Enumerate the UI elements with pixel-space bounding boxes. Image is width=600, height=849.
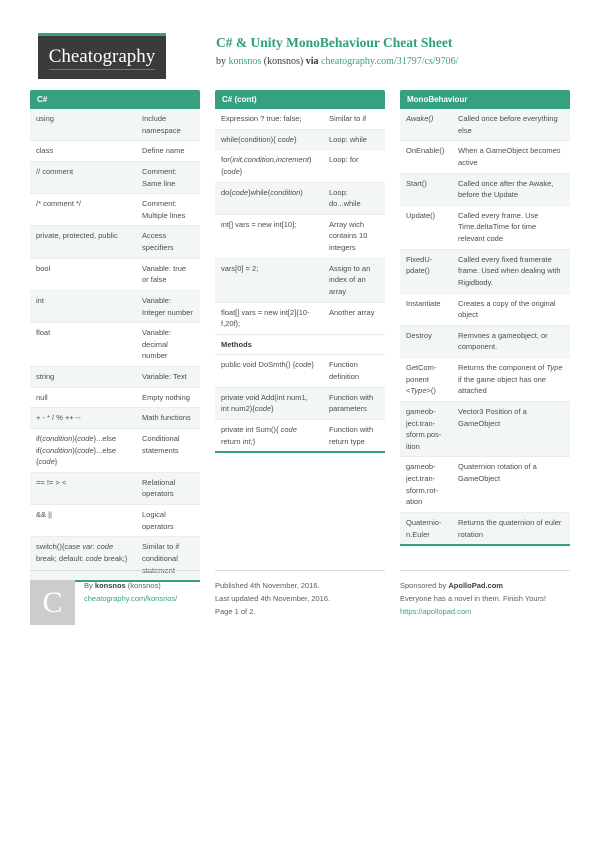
code-cell: if(condition){code}...else if(condition){code}...else {code} [36,433,117,467]
description-cell: Called every frame. Use Time.deltaTime for time relevant code [458,210,539,243]
panel-monobehaviour-title: MonoBehaviour [400,90,570,109]
panel-csharp-rows [30,109,200,580]
description-cell: Variable: true or false [142,263,187,285]
table-row [30,161,200,193]
page-number: Page 1 of 2. [215,606,256,616]
description-cell: Loop: do...while [329,187,361,209]
table-row [400,401,570,457]
code-cell: /* comment */ [36,199,82,209]
code-cell: GetCom-ponent <Type>() [406,363,437,396]
code-cell: int [36,295,44,305]
table-row [30,407,200,428]
description-cell: When a GameObject becomes active [458,146,561,167]
published-date: Published 4th November, 2016. [215,581,320,590]
byline-by: by [216,56,226,67]
footer-sponsor-column [400,570,570,625]
code-cell: while(condition){ code} [221,134,297,144]
description-cell: Assign to an index of an array [329,263,371,296]
description-cell: Empty nothing [142,392,190,402]
code-cell: && || [36,510,52,519]
table-row [30,140,200,161]
description-cell: Array wich contains 10 integers [329,219,368,252]
logo-text: Cheatography [49,46,156,70]
description-cell: Called once before everything else [458,114,558,135]
description-cell: Include namespace [142,114,181,135]
panel-columns [30,90,570,582]
code-cell: do{code}while(condition) [221,187,303,197]
code-cell: null [36,392,48,402]
sponsor-label: Sponsored by [400,581,447,590]
page-title: C# & Unity MonoBehaviour Cheat Sheet [216,35,453,50]
table-row [30,258,200,290]
code-cell: Awake() [406,114,434,123]
table-row [215,109,385,129]
description-cell: Creates a copy of the original object [458,298,556,320]
description-cell: Variable: Text [142,372,187,381]
table-row [30,290,200,322]
cheatography-logo[interactable] [38,33,166,79]
footer-meta-column [215,570,385,625]
table-row [400,205,570,249]
description-cell: Similar to if conditional statement [142,542,180,575]
table-row [215,258,385,302]
author-line [84,580,177,593]
author-link[interactable]: konsnos [228,56,262,67]
code-cell: + - * / % ++ -- [36,413,81,423]
code-cell: float[] vars = new int[2]{10-f,20f}; [221,307,310,329]
description-cell: Define name [142,146,185,156]
table-row [400,325,570,357]
code-cell: private, protected, public [36,231,118,241]
table-row [215,387,385,419]
code-cell: gameob-ject.tran-sform.rot-ation [406,462,439,507]
footer-author-column [30,570,200,625]
description-cell: Called every fixed framerate frame. Used when dealing with Rigidbody. [458,254,561,287]
code-cell: // comment [36,166,74,176]
code-cell: using [36,114,54,123]
table-row [400,456,570,512]
description-cell: Relational operators [142,477,176,499]
sheet-url-link[interactable]: cheatography.com/31797/cs/9706/ [321,56,459,67]
footer-author-alias: (konsnos) [127,581,161,590]
page-footer [30,570,570,625]
table-row [400,293,570,325]
description-cell: Variable: Integer number [142,295,193,317]
code-cell: bool [36,263,51,273]
byline-alias: (konsnos) [263,56,304,67]
panel-csharp-cont [215,90,385,453]
description-cell: Loop: for [329,155,359,165]
table-row [30,225,200,257]
sponsor-tagline: Everyone has a novel in them. Finish Yours! [400,593,546,603]
code-cell: Quaternio-n.Euler [406,517,442,539]
table-row [400,249,570,293]
code-cell: float [36,328,51,338]
panel-csharp-title: C# [30,90,200,109]
code-cell: public void DoSmth() {code} [221,360,314,370]
footer-by-label: By [84,581,93,590]
description-cell: Function with parameters [329,392,374,414]
code-cell: switch(){case var: code break; default: code break;} [36,542,128,563]
title-block [216,33,458,67]
description-cell: Access specifiers [142,231,174,252]
description-cell: Vector3 Position of a GameObject [458,406,527,428]
code-cell: Start() [406,178,427,188]
description-cell: Comment: Multiple lines [142,199,186,220]
description-cell: Math functions [142,413,191,423]
table-row [30,193,200,225]
description-cell: Comment: Same line [142,166,177,188]
description-cell: Similar to if [329,114,367,123]
footer-author-name: konsnos [94,581,126,590]
table-row [30,387,200,408]
page-header [38,33,458,79]
description-cell: Variable: decimal number [142,328,172,361]
description-cell: Loop: while [329,134,367,144]
table-row [400,140,570,172]
code-cell: OnEnable() [406,146,445,156]
table-row [215,302,385,334]
table-row [400,357,570,401]
code-cell: for(init,condition,increment) {code} [221,155,312,176]
code-cell: Expression ? true: false; [221,114,302,123]
table-row [400,512,570,544]
table-row [215,419,385,451]
panel-monobehaviour [400,90,570,546]
byline-via: via [305,56,319,67]
table-row [30,428,200,472]
sponsor-line [400,580,570,593]
code-cell: gameob-ject.tran-sform.pos-ition [406,406,442,451]
author-profile-link[interactable]: cheatography.com/konsnos/ [84,593,178,603]
byline [216,56,458,67]
table-row [215,149,385,181]
table-row [30,366,200,387]
table-row [30,472,200,504]
updated-date: Last updated 4th November, 2016. [215,593,331,603]
description-cell: Returns the quaternion of euler rotation [458,517,562,539]
table-row [30,504,200,536]
table-row [215,354,385,386]
description-cell: Returns the component of Type if the game object has one attached [458,363,563,396]
code-cell: Instantiate [406,298,441,308]
description-cell: Called once after the Awake, before the Update [458,178,554,200]
sponsor-name: ApolloPad.com [448,581,503,590]
code-cell: int[] vars = new int[10]; [221,219,297,229]
author-info [84,580,177,625]
section-subheader: Methods [215,334,385,355]
description-cell: Conditional statements [142,433,180,455]
code-cell: Update() [406,210,436,220]
description-cell: Logical operators [142,510,174,531]
description-cell: Function definition [329,360,360,381]
table-row [215,214,385,258]
description-cell: Another array [329,307,375,317]
description-cell: Remvoes a gameobject, or component. [458,330,548,352]
code-cell: Destroy [406,330,432,340]
code-cell: class [36,146,54,156]
table-row [215,129,385,150]
description-cell: Function with return type [329,424,374,446]
panel-monobehaviour-rows [400,109,570,544]
table-row [400,173,570,205]
panel-csharp-cont-title: C# (cont) [215,90,385,109]
code-cell: FixedU-pdate() [406,254,433,276]
code-cell: vars[0] = 2; [221,263,259,273]
table-row [400,109,570,140]
code-cell: string [36,372,55,381]
panel-csharp-cont-rows [215,109,385,451]
sponsor-link[interactable]: https://apollopad.com [400,606,472,616]
author-avatar[interactable]: C [30,580,75,625]
table-row [215,182,385,214]
table-row [30,322,200,366]
code-cell: private void Add(int num1, int num2){code} [221,392,308,414]
code-cell: == != > < [36,477,67,487]
description-cell: Quaternion rotation of a GameObject [458,462,537,483]
table-row [30,109,200,140]
panel-csharp [30,90,200,582]
code-cell: private int Sum(){ code return int;} [221,424,297,446]
